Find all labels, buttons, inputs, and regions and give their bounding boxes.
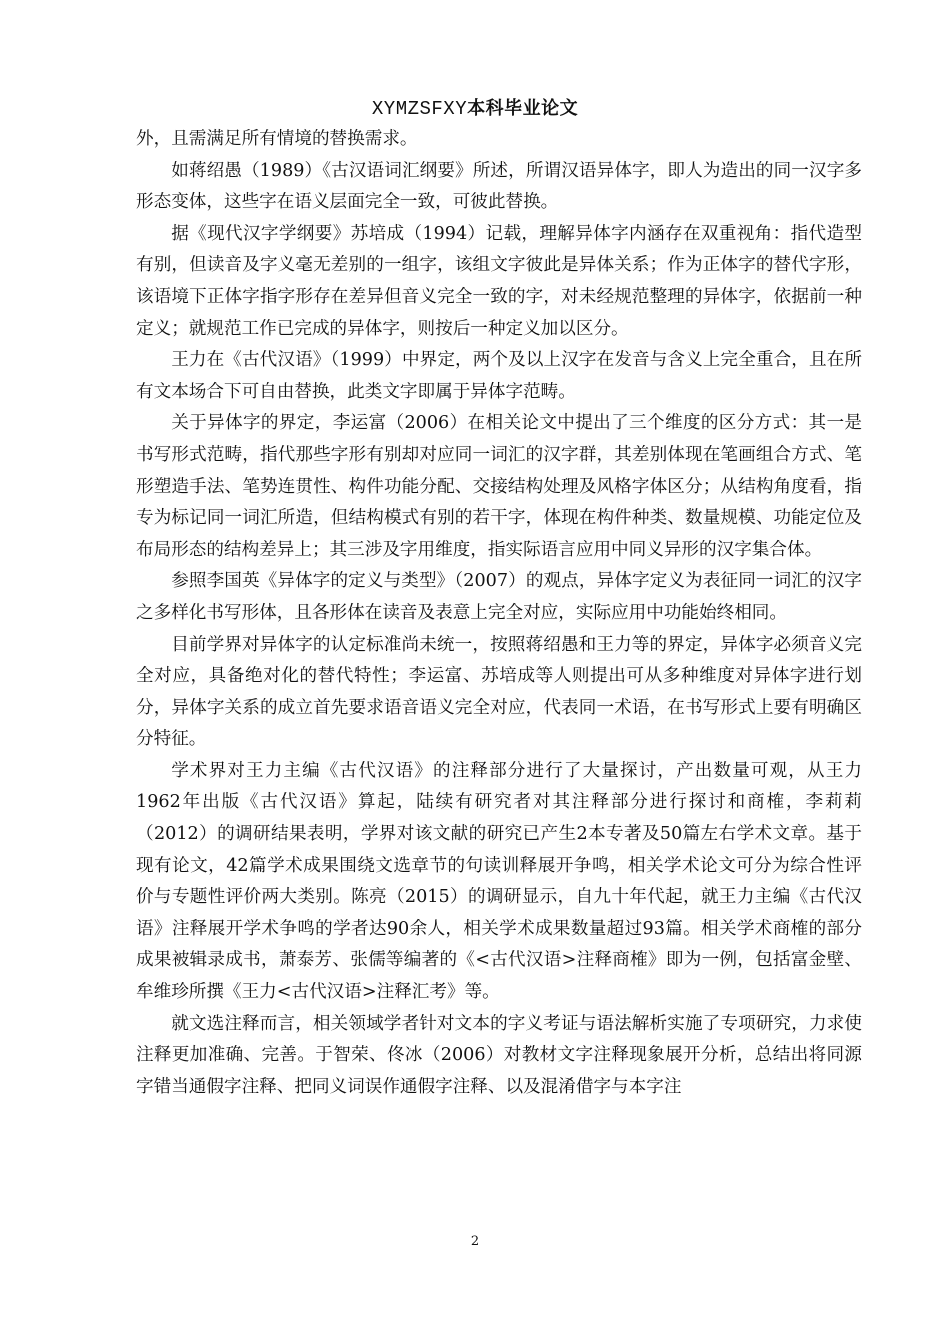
paragraph: 如蒋绍愚（1989）《古汉语词汇纲要》所述，所谓汉语异体字，即人为造出的同一汉字多形态变体，这些字在语义层面完全一致，可彼此替换。: [136, 160, 862, 213]
paragraph: 据《现代汉字学纲要》苏培成（1994）记载，理解异体字内涵存在双重视角：指代造型有别，但读音及字义毫无差别的一组字，该组文字彼此是异体关系；作为正体字的替代字形，该语境下正体字指字形存在差异但音义完全一致的字，对未经规范整理的异体字，依据前一种定义；就规范工作已完成的异体字，则按后一种定义加以区分。: [136, 223, 862, 339]
paragraph: 王力在《古代汉语》（1999）中界定，两个及以上汉字在发音与含义上完全重合，且在所有文本场合下可自由替换，此类文字即属于异体字范畴。: [136, 350, 862, 402]
paragraph: 学术界对王力主编《古代汉语》的注释部分进行了大量探讨，产出数量可观，从王力1962年出版《古代汉语》算起，陆续有研究者对其注释部分进行探讨和商榷，李莉莉（2012）的调研结果表明，学界对该文献的研究已产生2本专著及50篇左右学术文章。基于现有论文，42篇学术成果围绕文选章节的句读训释展开争鸣，相关学术论文可分为综合性评价与专题性评价两大类别。陈亮（2015）的调研显示，自九十年代起，就王力主编《古代汉语》注释展开学术争鸣的学者达90余人，相关学术成果数量超过93篇。相关学术商榷的部分成果被辑录成书，萧泰芳、张儒等编著的《<古代汉语>注释商榷》即为一例，包括富金壁、牟维珍所撰《王力<古代汉语>注释汇考》等。: [136, 760, 862, 1003]
paragraph: 关于异体字的界定，李运富（2006）在相关论文中提出了三个维度的区分方式：其一是书写形式范畴，指代那些字形有别却对应同一词汇的汉字群，其差别体现在笔画组合方式、笔形塑造手法、笔势连贯性、构件功能分配、交接结构处理及风格字体区分；从结构角度看，指专为标记同一词汇所造，但结构模式有别的若干字，体现在构件种类、数量规模、功能定位及布局形态的结构差异上；其三涉及字用维度，指实际语言应用中同义异形的汉字集合体。: [136, 413, 862, 560]
header-school-code: XYMZSFXY: [371, 98, 468, 120]
document-body: [136, 124, 862, 1103]
page-header: [0, 94, 950, 122]
paragraph: 参照李国英《异体字的定义与类型》（2007）的观点，异体字定义为表征同一词汇的汉字之多样化书写形体，且各形体在读音及表意上完全对应，实际应用中功能始终相同。: [136, 571, 862, 623]
header-thesis-label: 本科毕业论文: [467, 98, 579, 119]
paragraph-continuation: 外，且需满足所有情境的替换需求。: [136, 129, 418, 149]
page-number: 2: [470, 1234, 480, 1249]
paragraph: 就文选注释而言，相关领域学者针对文本的字义考证与语法解析实施了专项研究，力求使注释更加准确、完善。于智荣、佟冰（2006）对教材文字注释现象展开分析，总结出将同源字错当通假字注释、把同义词误作通假字注释、以及混淆借字与本字注: [136, 1013, 862, 1097]
paragraph: 目前学界对异体字的认定标准尚未统一，按照蒋绍愚和王力等的界定，异体字必须音义完全对应，具备绝对化的替代特性；李运富、苏培成等人则提出可从多种维度对异体字进行划分，异体字关系的成立首先要求语音语义完全对应，代表同一术语，在书写形式上要有明确区分特征。: [136, 634, 862, 750]
